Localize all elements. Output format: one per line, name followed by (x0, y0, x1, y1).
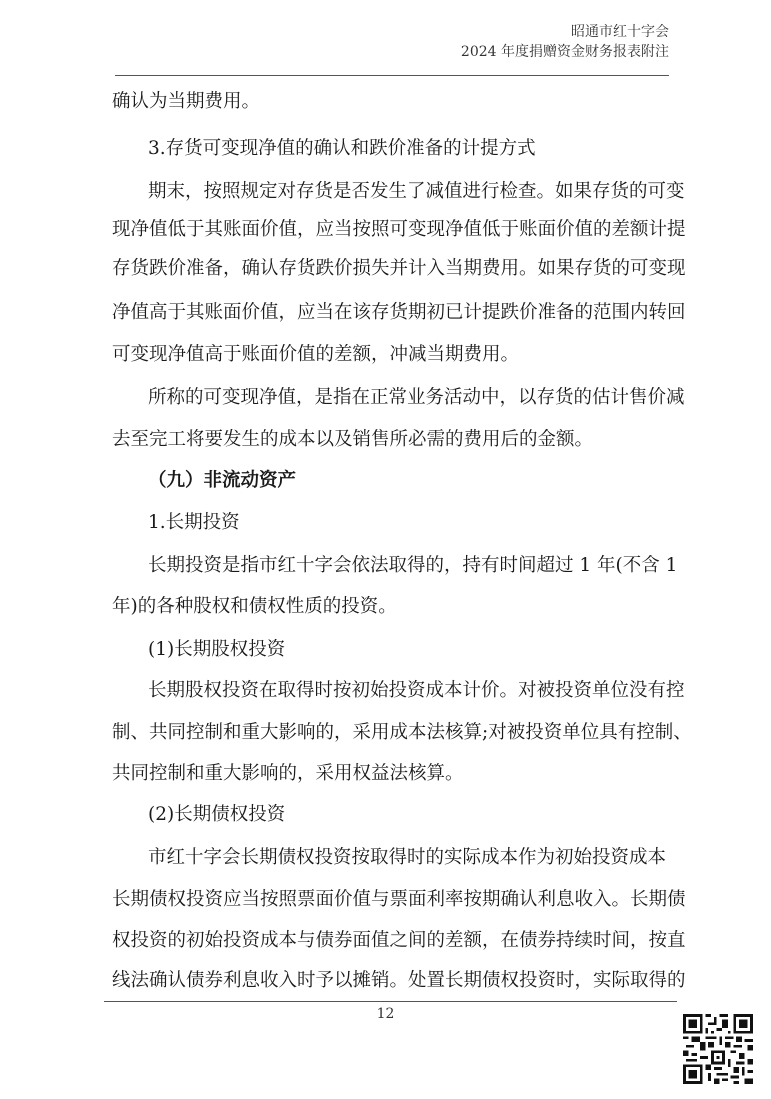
text-line: 长期股权投资在取得时按初始投资成本计价。对被投资单位没有控 (148, 680, 685, 701)
text-line: 净值高于其账面价值，应当在该存货期初已计提跌价准备的范围内转回 (112, 302, 686, 323)
text-line: 确认为当期费用。 (112, 91, 261, 112)
section-heading-bold: （九）非流动资产 (148, 470, 297, 491)
text-line: 年)的各种股权和债权性质的投资。 (112, 596, 397, 617)
footer-rule (104, 1001, 677, 1002)
text-line: 权投资的初始投资成本与债券面值之间的差额，在债券持续时间，按直 (112, 930, 686, 951)
text-line: 存货跌价准备，确认存货跌价损失并计入当期费用。如果存货的可变现 (112, 258, 686, 279)
section-heading: (1)长期股权投资 (148, 639, 286, 660)
header-rule (115, 75, 669, 76)
header-doc-title: 2024 年度捐赠资金财务报表附注 (460, 44, 669, 60)
text-line: 去至完工将要发生的成本以及销售所必需的费用后的金额。 (112, 429, 594, 450)
text-line: 期末，按照规定对存货是否发生了减值进行检查。如果存货的可变 (148, 181, 685, 202)
text-line: 制、共同控制和重大影响的，采用成本法核算;对被投资单位具有控制、 (112, 722, 692, 743)
text-line: 长期投资是指市红十字会依法取得的，持有时间超过 1 年(不含 1 (148, 555, 678, 576)
text-line: 市红十字会长期债权投资按取得时的实际成本作为初始投资成本 (148, 847, 667, 868)
page-header (461, 22, 669, 62)
text-line: 现净值低于其账面价值，应当按照可变现净值低于账面价值的差额计提 (112, 219, 686, 240)
section-heading: 3.存货可变现净值的确认和跌价准备的计提方式 (148, 138, 536, 159)
text-line: 所称的可变现净值，是指在正常业务活动中，以存货的估计售价减 (148, 387, 685, 408)
text-line: 共同控制和重大影响的，采用权益法核算。 (112, 763, 464, 784)
qr-code-icon (683, 1014, 753, 1084)
section-heading: 1.长期投资 (148, 512, 240, 533)
section-heading: (2)长期债权投资 (148, 804, 286, 825)
header-org: 昭通市红十字会 (571, 24, 669, 40)
text-line: 可变现净值高于账面价值的差额，冲减当期费用。 (112, 344, 520, 365)
text-line: 长期债权投资应当按照票面价值与票面利率按期确认利息收入。长期债 (112, 889, 686, 910)
text-line: 线法确认债券利息收入时予以摊销。处置长期债权投资时，实际取得的 (112, 970, 686, 991)
page-number: 12 (376, 1006, 395, 1022)
